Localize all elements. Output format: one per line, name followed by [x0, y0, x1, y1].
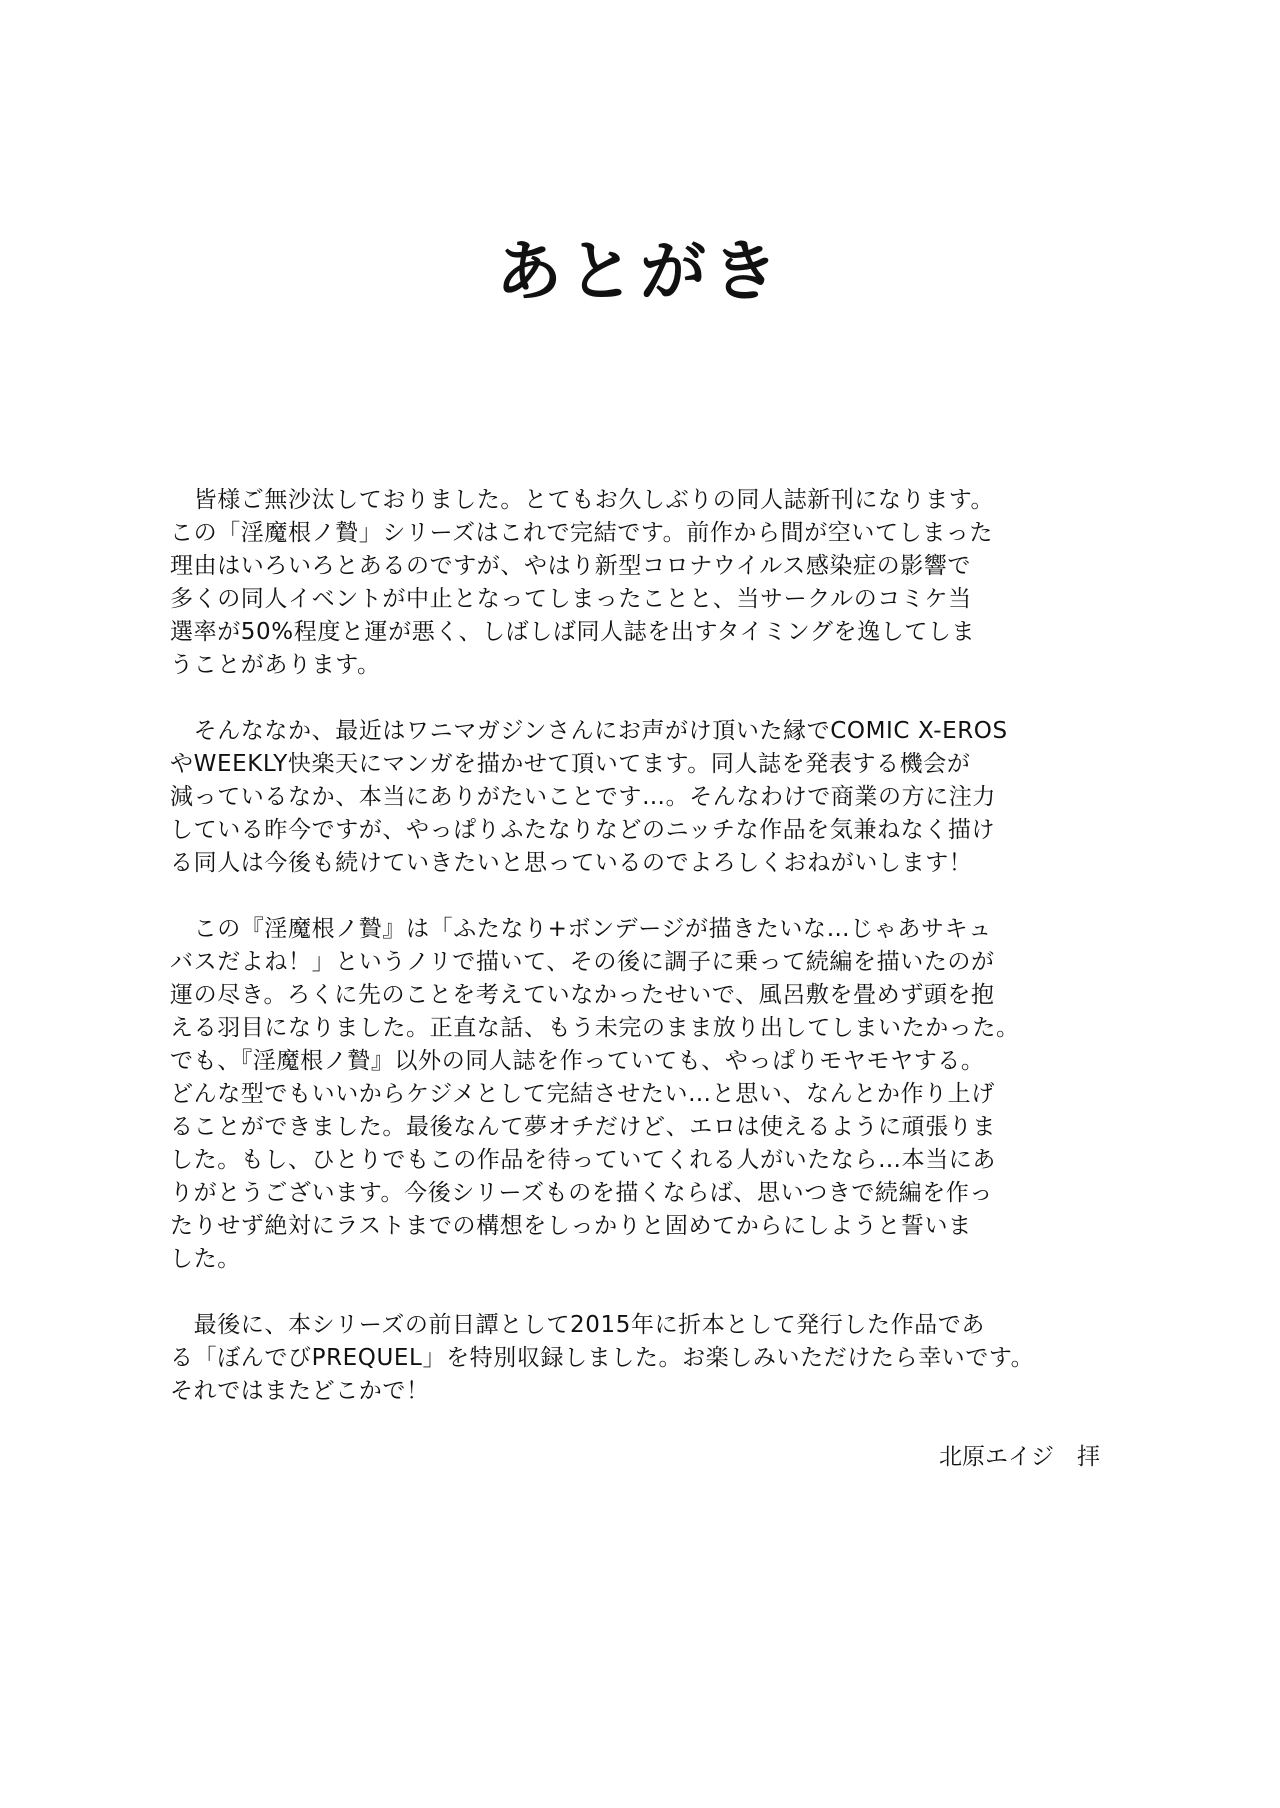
text-line: どんな型でもいいからケジメとして完結させたい…と思い、なんとか作り上げ	[170, 1081, 995, 1107]
text-line: している昨今ですが、やっぱりふたなりなどのニッチな作品を気兼ねなく描け	[170, 817, 996, 843]
text-line: ることができました。最後なんて夢オチだけど、エロは使えるように頑張りま	[170, 1114, 996, 1140]
text-line: した。もし、ひとりでもこの作品を待っていてくれる人がいたなら…本当にあ	[170, 1147, 996, 1173]
text-line: バスだよね！」というノリで描いて、その後に調子に乗って続編を描いたのが	[170, 949, 995, 975]
author-signature: 北原エイジ 拝	[939, 1444, 1100, 1470]
text-line: 多くの同人イベントが中止となってしまったことと、当サークルのコミケ当	[170, 586, 972, 612]
text-line: 運の尽き。ろくに先のことを考えていなかったせいで、風呂敷を畳めず頭を抱	[170, 982, 995, 1008]
paragraph-4	[170, 1309, 1130, 1408]
paragraph-2	[170, 715, 1130, 880]
text-line: それではまたどこかで！	[170, 1378, 430, 1404]
paragraph-3	[170, 913, 1130, 1276]
text-line: る同人は今後も続けていきたいと思っているのでよろしくおねがいします！	[170, 850, 973, 876]
text-line: でも、『淫魔根ノ贄』以外の同人誌を作っていても、やっぱりモヤモヤする。	[170, 1048, 985, 1074]
text-line: 減っているなか、本当にありがたいことです…。そんなわけで商業の方に注力	[170, 784, 996, 810]
text-line: 皆様ご無沙汰しておりました。とてもお久しぶりの同人誌新刊になります。	[170, 487, 995, 513]
text-line: 最後に、本シリーズの前日譚として2015年に折本として発行した作品であ	[170, 1312, 985, 1338]
text-line: した。	[170, 1246, 241, 1272]
paragraph-1	[170, 484, 1130, 682]
afterword-body	[170, 484, 1130, 1441]
text-line: やWEEKLY快楽天にマンガを描かせて頂いてます。同人誌を発表する機会が	[170, 751, 971, 777]
page-title: あとがき	[496, 233, 784, 310]
text-line: うことがあります。	[170, 652, 381, 678]
text-line: たりせず絶対にラストまでの構想をしっかりと固めてからにしようと誓いま	[170, 1213, 972, 1239]
text-line: 理由はいろいろとあるのですが、やはり新型コロナウイルス感染症の影響で	[170, 553, 972, 579]
text-line: りがとうございます。今後シリーズものを描くならば、思いつきで続編を作っ	[170, 1180, 994, 1206]
text-line: この「淫魔根ノ贄」シリーズはこれで完結です。前作から間が空いてしまった	[170, 520, 994, 546]
text-line: える羽目になりました。正直な話、もう未完のまま放り出してしまいたかった。	[170, 1015, 1020, 1041]
text-line: 選率が50%程度と運が悪く、しばしば同人誌を出すタイミングを逸してしま	[170, 619, 976, 645]
text-line: この『淫魔根ノ贄』は「ふたなり+ボンデージが描きたいな…じゃあサキュ	[170, 916, 992, 942]
text-line: そんななか、最近はワニマガジンさんにお声がけ頂いた縁でCOMIC X-EROS	[170, 718, 1008, 744]
text-line: る「ぼんでびPREQUEL」を特別収録しました。お楽しみいただけたら幸いです。	[170, 1345, 1035, 1371]
